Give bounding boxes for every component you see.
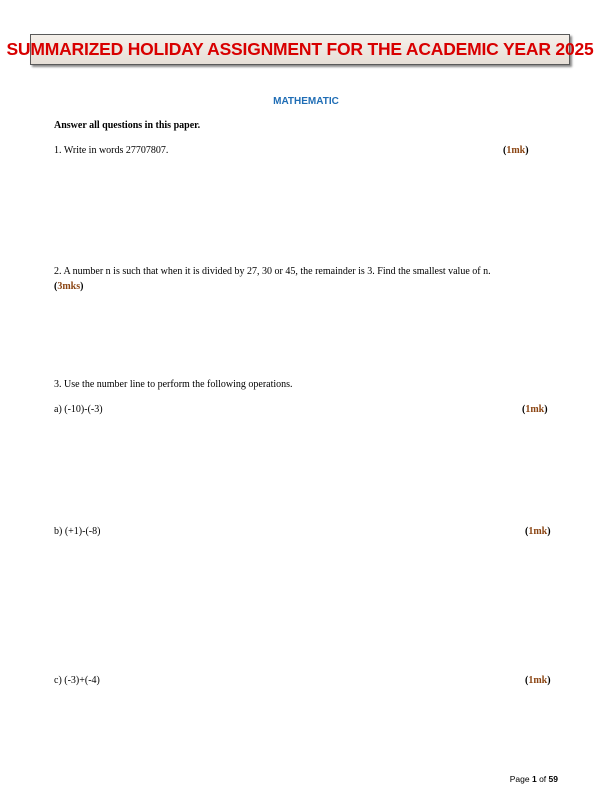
question-1-marks-value: 1mk [506, 145, 526, 156]
subquestion-c-text: c) (-3)+(-4) [54, 675, 100, 686]
page-title: SUMMARIZED HOLIDAY ASSIGNMENT FOR THE ACADEMIC YEAR 2025 [6, 39, 594, 59]
footer-page-current: 1 [531, 774, 537, 784]
question-2-marks-value: 3mks [57, 281, 81, 292]
footer-page-total: 59 [548, 774, 558, 784]
subquestion-b-marks-value: 1mk [528, 526, 548, 537]
subquestion-b-text: b) (+1)-(-8) [54, 526, 101, 537]
question-1-marks: (1mk) [503, 145, 529, 156]
subject-heading: MATHEMATIC [273, 96, 339, 107]
question-2-marks: (3mks) [54, 281, 84, 292]
question-3-text: 3. Use the number line to perform the following operations. [54, 379, 293, 390]
footer-of-word: of [539, 774, 547, 784]
subquestion-c-marks: (1mk) [525, 675, 551, 686]
subquestion-a-text: a) (-10)-(-3) [54, 404, 103, 415]
subquestion-c-marks-value: 1mk [528, 675, 548, 686]
footer-page-word: Page [509, 774, 530, 784]
question-1-text: 1. Write in words 27707807. [54, 145, 169, 156]
instructions: Answer all questions in this paper. [54, 120, 201, 131]
page-footer [510, 774, 558, 784]
subquestion-a-marks: (1mk) [522, 404, 548, 415]
subquestion-a-marks-value: 1mk [525, 404, 545, 415]
subquestion-b-marks: (1mk) [525, 526, 551, 537]
title-banner [6, 34, 594, 65]
question-2-text: 2. A number n is such that when it is divided by 27, 30 or 45, the remainder is 3. Find the smallest value of n. [54, 266, 491, 277]
